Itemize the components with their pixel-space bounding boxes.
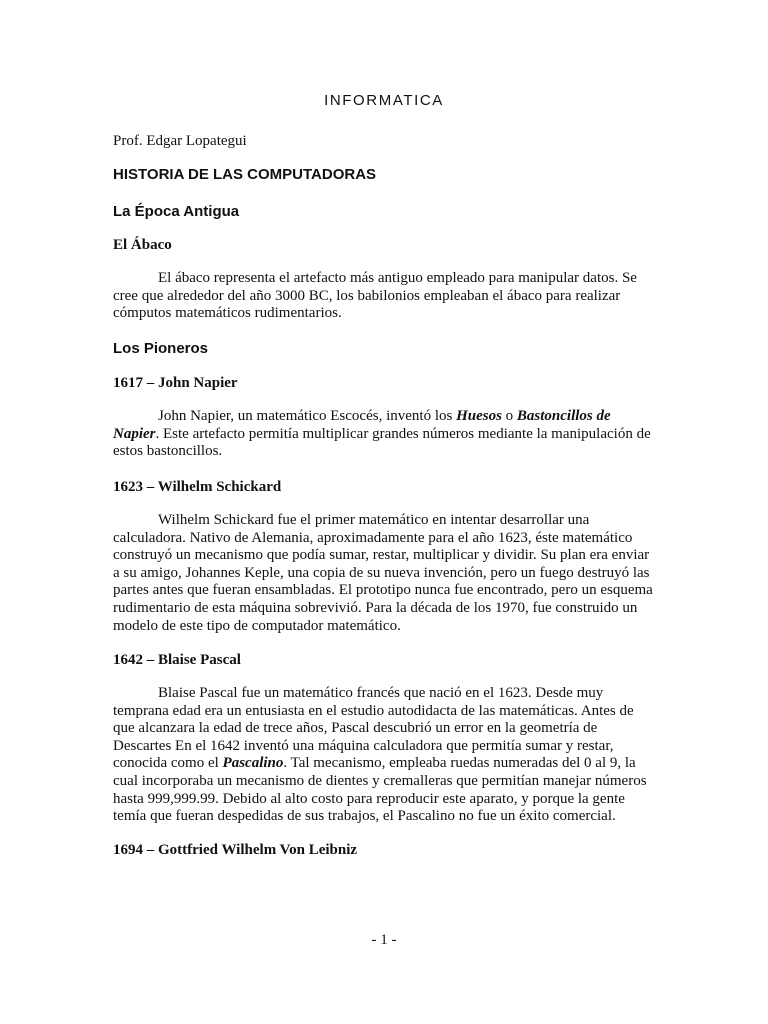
pascal-heading: 1642 – Blaise Pascal bbox=[113, 652, 241, 668]
pascal-text-a: Blaise Pascal fue un matemático francés que nació en el 1623. Desde muy temprana edad era un entusiasta en el estudio autodidacta de las matemáticas. Antes de que alcanzara la edad de trece años, Pascal descubrió un error en la geometría de Descartes En el 1642 inventó una máquina calculadora que permitía sumar y restar, conocida como el bbox=[113, 685, 634, 772]
section-heading-ancient: La Época Antigua bbox=[113, 203, 240, 220]
abaco-heading: El Ábaco bbox=[113, 237, 172, 253]
napier-emphasis-huesos: Huesos bbox=[456, 408, 502, 424]
napier-text-b: o bbox=[501, 408, 517, 424]
document-author: Prof. Edgar Lopategui bbox=[113, 133, 247, 149]
napier-text-c: . Este artefacto permitía multiplicar grandes números mediante la manipulación de estos bastoncillos. bbox=[113, 425, 651, 460]
schickard-heading: 1623 – Wilhelm Schickard bbox=[113, 479, 282, 495]
napier-paragraph bbox=[113, 408, 653, 461]
pascal-emphasis-pascalino: Pascalino bbox=[222, 755, 284, 772]
main-heading: HISTORIA DE LAS COMPUTADORAS bbox=[113, 166, 377, 183]
napier-heading: 1617 – John Napier bbox=[113, 375, 238, 391]
page-number: - 1 - bbox=[371, 932, 397, 948]
abaco-paragraph: El ábaco representa el artefacto más antiguo empleado para manipular datos. Se cree que alrededor del año 3000 BC, los babilonios empleaban el ábaco para realizar cómputos matemáticos rudimentarios. bbox=[113, 270, 637, 322]
pascal-text-b: . Tal mecanismo, empleaba ruedas numeradas del 0 al 9, la cual incorporaba un mecanismo de dientes y cremalleras que permitían manejar números hasta 999,999.99. Debido al alto costo para reproducir este aparato, y porque la gente temía que fueran despedidas de sus trabajos, el Pascalino no fue un éxito comercial. bbox=[113, 755, 647, 825]
schickard-paragraph: Wilhelm Schickard fue el primer matemático en intentar desarrollar una calculadora. Nativo de Alemania, aproximadamente para el año 1623, éste matemático construyó un mecanismo que podía sumar, restar, multiplicar y dividir. Su plan era enviar a su amigo, Johannes Keple, una copia de su nueva invención, pero un fuego destruyó las partes antes que fueran ensambladas. El prototipo nunca fue encontrado, pero un esquema rudimentario de esta máquina sobrevivió. Para la década de los 1970, fue construido un modelo de este tipo de computador matemático. bbox=[113, 512, 653, 634]
leibniz-heading: 1694 – Gottfried Wilhelm Von Leibniz bbox=[113, 842, 358, 858]
napier-text-a: John Napier, un matemático Escocés, inventó los bbox=[158, 408, 457, 424]
pascal-paragraph bbox=[113, 685, 653, 826]
section-heading-pioneers: Los Pioneros bbox=[113, 340, 209, 357]
napier-emphasis-bastoncillos: Bastoncillos de Napier bbox=[113, 408, 611, 442]
document-title: INFORMATICA bbox=[324, 92, 444, 109]
